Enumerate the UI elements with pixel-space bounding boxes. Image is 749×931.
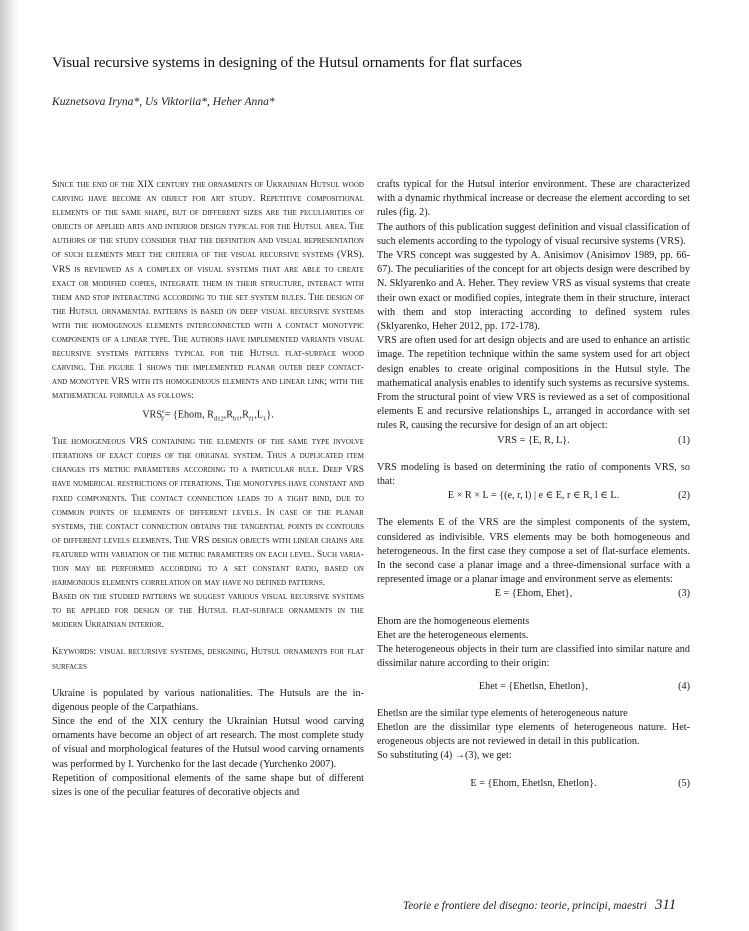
- page-edge-shadow: [0, 0, 18, 931]
- body-paragraph: Ehom are the homogeneous elements: [377, 615, 530, 627]
- body-paragraph: Ehetlon are the dissimilar type elements of heterogeneous nature. Heterogeneous objects are not reviewed in detail in this publication.: [377, 721, 690, 748]
- journal-name: Teorie e frontiere del disegno: teorie, principi, maestri: [403, 900, 647, 912]
- body-paragraph: From the structural point of view VRS is reviewed as a set of compositional elements E and recursive relationships L, arranged in accordance with set rules R, causing the recursive for design of an art object:: [377, 392, 690, 432]
- abstract-paragraph: Based on the studied patterns we suggest various visual recursive systems to be applied for design of the Hutsul flat-surface ornaments in the modern Ukrainian interior.: [52, 592, 364, 631]
- body-paragraph: VRS modeling is based on determining the ratio of components VRS, so that:: [377, 461, 690, 488]
- equation-1: VRS = {E, R, L}. (1): [377, 434, 690, 448]
- abstract-paragraph: The homogeneous VRS containing the elements of the same type involve iterations of exact copies of the original system. Thus a duplicated item changes its metric parameters according to a particular rule. Deep VRS have numerical restrictions of iterations. The monotypes have constant and fixed components. The contact connection leads to a tight bind, due to common points of elements of different levels. In case of the planar systems, the contact connection obtains the tangential points in contours of different levels elements. The VRS design objects with linear chains are featured with variation of the metric parameters on each level. Such variation may be performed according to a set constant ratio, based on harmonious elements correlation or may have no defined patterns.: [52, 437, 364, 589]
- body-paragraph: The authors of this publication suggest definition and visual classification of such elements according to the typology of visual recursive systems (VRS).: [377, 221, 690, 247]
- abstract: [52, 178, 364, 674]
- equation-number: (2): [678, 490, 690, 502]
- equation-5: E = {Ehom, Ehetlsn, Ehetlon}. (5): [377, 777, 690, 791]
- body-paragraph: The VRS concept was suggested by A. Anisimov (Anisimov 1989, pp. 66-67). The peculiarities of the concept for art objects design were described by N. Sklyarenko and A. Heher. They review VRS as visual systems that create their own exact or modified copies, integrate them in their structure, interact with them and stop interacting according to defined system rules (Sklyarenko, Heher 2012, pp. 172-178).: [377, 250, 690, 333]
- left-column: [52, 178, 364, 800]
- body-paragraph: The heterogeneous objects in their turn are classified into similar nature and dissimilar nature according to their origin:: [377, 644, 690, 670]
- equation-number: (3): [678, 588, 690, 600]
- body-paragraph: So substituting (4) →(3), we get:: [377, 750, 512, 762]
- body-paragraph: Ehetlsn are the similar type elements of heterogeneous nature: [377, 707, 628, 719]
- body-paragraph: Ukraine is populated by various nationalities. The Hutsuls are the indigenous people of the Carpathians.: [52, 687, 364, 713]
- page-number: 311: [654, 897, 677, 913]
- body-paragraph: The elements E of the VRS are the simplest components of the system, considered as indivisible. VRS elements may be both homogeneous and heterogeneous. In the first case they compose a set of flat-surface elements. In the second case a planar image and a three-dimensional surface with a represented image or a planar image and environment serve as elements:: [377, 517, 690, 586]
- body-paragraph: Ehet are the heterogeneous elements.: [377, 629, 529, 641]
- equation-number: (5): [678, 777, 690, 789]
- keywords: Keywords: visual recursive systems, designing, Hutsul ornaments for flat surfaces: [52, 647, 364, 672]
- abstract-formula: $VRS^c_F=$ {Ehom, $R_{d12},R_{b1},R_{f1},L_1$}.: [142, 407, 274, 422]
- right-column: [377, 178, 690, 791]
- equation-number: (1): [678, 434, 690, 446]
- abstract-paragraph: Since the end of the XIX century the ornaments of Ukrainian Hutsul wood carving have become an object for art study. Repetitive compositional elements of the same shape, but of different sizes are the peculiarities of objects of applied arts and interior design typical for the Hutsul area. The authors of the study consider that the definition and visual representation of such elements meet the criteria of the visual recursive systems (VRS). VRS is reviewed as a complex of visual systems that are able to create exact or modified copies, integrate them in their structure, interact with them and stop interacting according to the set system rules. The design of the Hutsul ornamental patterns is based on deep visual recursive systems with the homogenous elements interconnected with a contact monotypic components of a linear type. The authors have implemented variants visual recursive systems patterns typical for the Hutsul flat-surface wood carving. The figure 1 shows the implemented planar outer deep contact- and monotype VRS with its homogeneous elements and linear link; with the mathematical formula as follows:: [52, 180, 364, 402]
- body-paragraph: Since the end of the XIX century the Ukrainian Hutsul wood carving ornaments have become an object of art research. The most complete study of visual and morphological features of the Hutsul wood carving ornaments was performed by I. Yurchenko for the last decade (Yurchenko 2007).: [52, 716, 364, 770]
- body-paragraph: Repetition of compositional elements of the same shape but of different sizes is one of the peculiar features of decorative objects and: [52, 772, 364, 799]
- equation-4: Ehet = {Ehetlsn, Ehetlon}, (4): [377, 680, 690, 694]
- body-paragraph: VRS are often used for art design objects and are used to enhance an artistic image. The repetition technique within the same system used for art object design enables to create original compositions in the Hutsul style. The mathematical analysis enables to identify such systems as recursive systems.: [377, 335, 690, 389]
- equation-3: E = {Ehom, Ehet}, (3): [377, 587, 690, 601]
- equation-number: (4): [678, 680, 690, 692]
- body-paragraph: crafts typical for the Hutsul interior environment. These are characterized with a dynamic rhythmical increase or decrease the element according to set rules (fig. 2).: [377, 179, 690, 219]
- author-list: Kuznetsova Iryna*, Us Viktoriia*, Heher Anna*: [52, 95, 275, 108]
- page-footer: [403, 897, 723, 914]
- paper-title: Visual recursive systems in designing of the Hutsul ornaments for flat surfaces: [52, 54, 522, 71]
- equation-2: E × R × L = {(e, r, l) | e ∈ E, r ∈ R, l ∈ L. (2): [377, 489, 690, 503]
